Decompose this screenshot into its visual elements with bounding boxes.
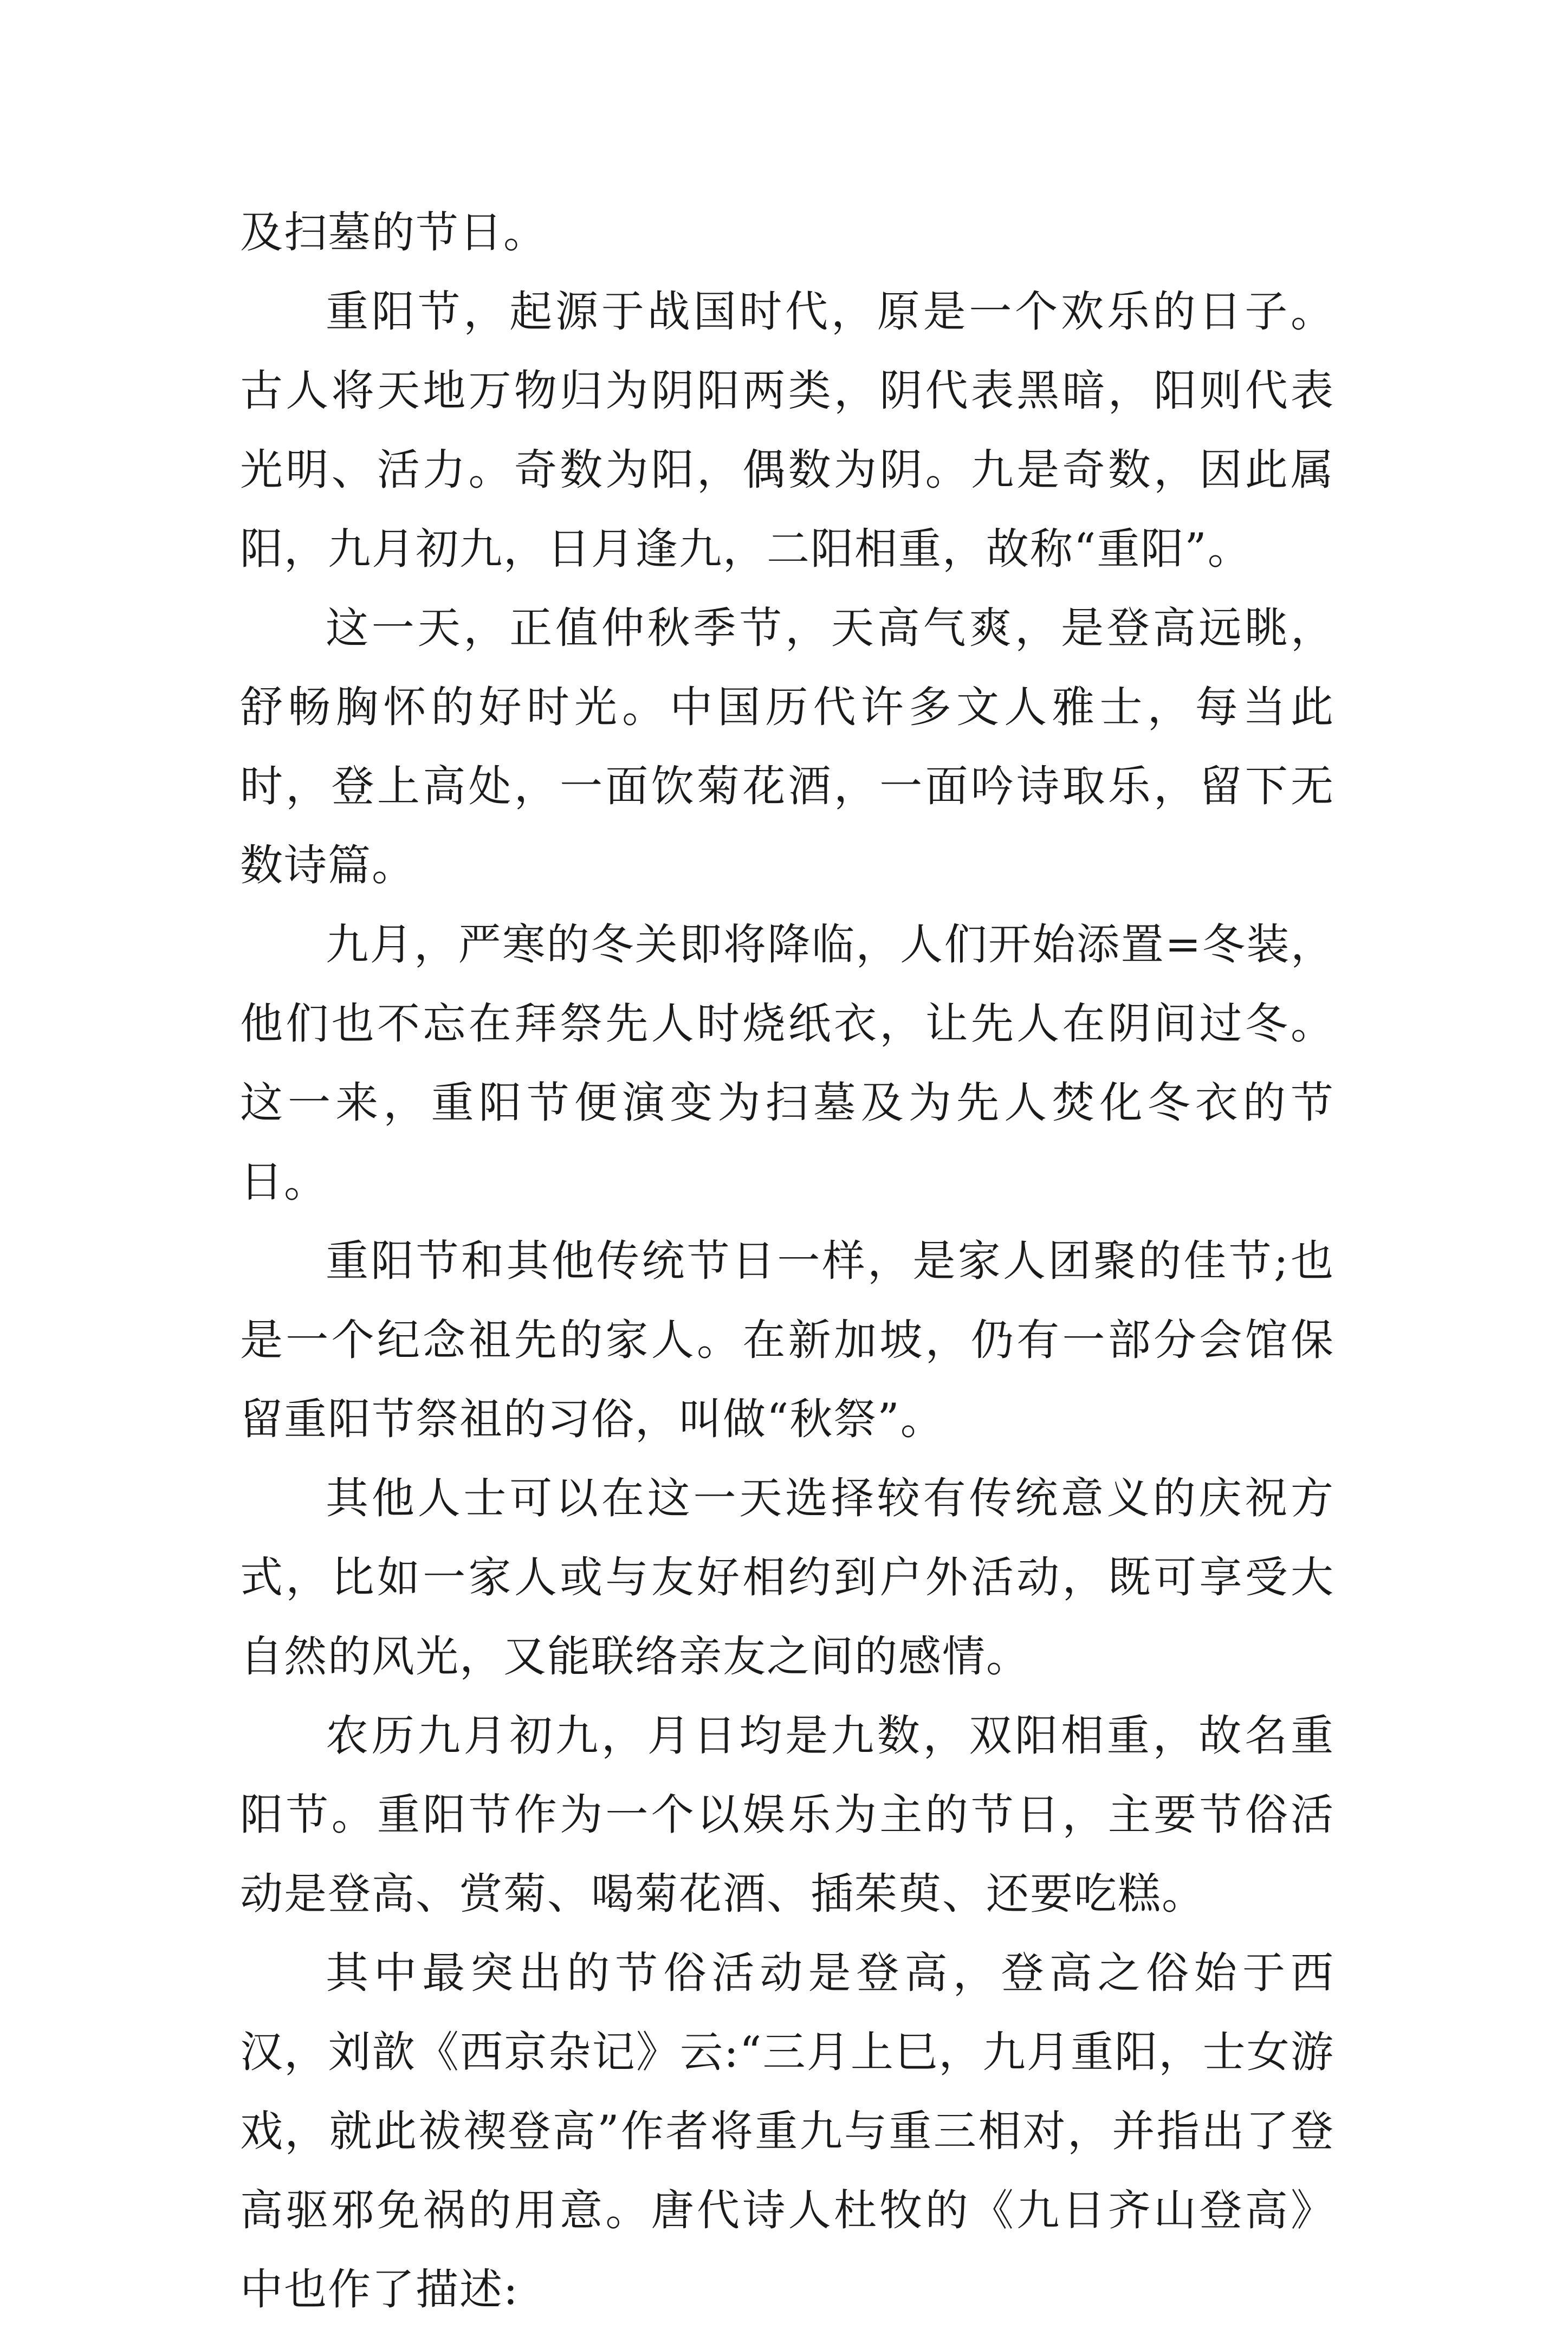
paragraph-winter-clothes: 九月，严寒的冬关即将降临，人们开始添置=冬装，他们也不忘在拜祭先人时烧纸衣，让先人在阴间过冬。这一来，重阳节便演变为扫墓及为先人焚化冬衣的节日。 [240,920,1334,1207]
paragraph-celebration: 其他人士可以在这一天选择较有传统意义的庆祝方式，比如一家人或与友好相约到户外活动，既可享受大自然的风光，又能联络亲友之间的感情。 [240,1473,1334,1681]
document-body [240,193,1334,2329]
paragraph-season: 这一天，正值仲秋季节，天高气爽，是登高远眺，舒畅胸怀的好时光。中国历代许多文人雅士，每当此时，登上高处，一面饮菊花酒，一面吟诗取乐，留下无数诗篇。 [240,603,1334,890]
paragraph-continuation: 及扫墓的节日。 [240,208,547,257]
paragraph-origin: 重阳节，起源于战国时代，原是一个欢乐的日子。古人将天地万物归为阴阳两类，阴代表黑暗，阳则代表光明、活力。奇数为阳，偶数为阴。九是奇数，因此属阳，九月初九，日月逢九，二阳相重，故称“重阳”。 [240,287,1334,574]
paragraph-climbing: 其中最突出的节俗活动是登高，登高之俗始于西汉，刘歆《西京杂记》云:“三月上巳，九月重阳，士女游戏，就此祓禊登高”作者将重九与重三相对，并指出了登高驱邪免祸的用意。唐代诗人杜牧的《九日齐山登高》中也作了描述: [240,1948,1334,2314]
paragraph-family-reunion: 重阳节和其他传统节日一样，是家人团聚的佳节;也是一个纪念祖先的家人。在新加坡，仍有一部分会馆保留重阳节祭祖的习俗，叫做“秋祭”。 [240,1236,1334,1444]
paragraph-customs: 农历九月初九，月日均是九数，双阳相重，故名重阳节。重阳节作为一个以娱乐为主的节日，主要节俗活动是登高、赏菊、喝菊花酒、插茱萸、还要吃糕。 [240,1711,1334,1919]
